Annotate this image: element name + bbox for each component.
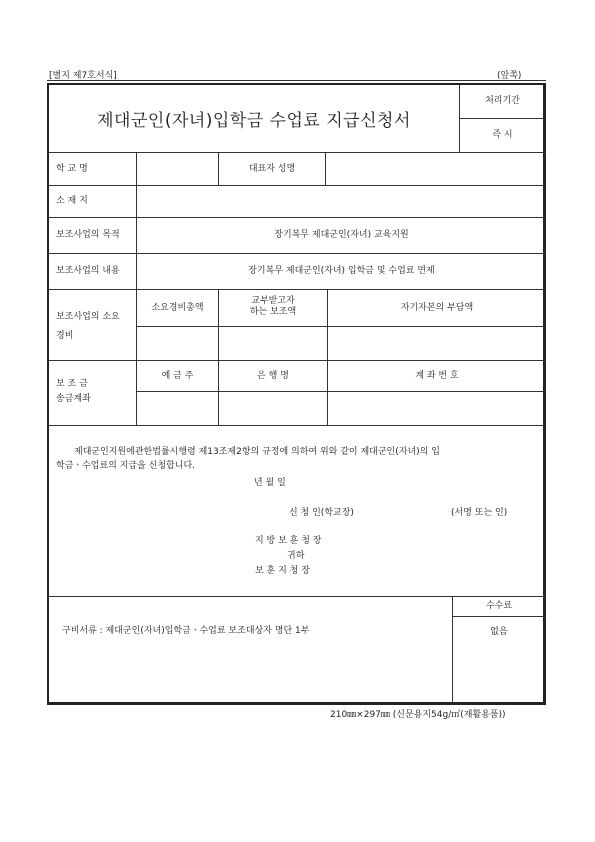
grant-amount-field[interactable] — [219, 327, 327, 360]
applicant-line: 신 청 인(학교장) — [289, 508, 354, 518]
location-label: 소 재 지 — [56, 196, 88, 206]
signature-note: (서명 또는 인) — [451, 508, 508, 518]
school-name-field[interactable] — [138, 153, 216, 185]
content-label: 보조사업의 내용 — [56, 266, 120, 276]
grant-amount-label: 교부받고자 하는 보조액 — [249, 296, 297, 317]
purpose-label: 보조사업의 목적 — [56, 230, 120, 240]
paper-spec: 210㎜×297㎜ (신문용지54g/㎡(재활용품)) — [330, 710, 506, 720]
account-number-label: 계 좌 번 호 — [415, 370, 459, 381]
fee-label: 수수료 — [485, 601, 513, 611]
processing-period-label: 처리기간 — [485, 96, 520, 106]
bank-label: 은 행 명 — [257, 370, 289, 381]
page-side: (앞쪽) — [497, 71, 522, 81]
depositor-label: 예 금 주 — [161, 370, 194, 381]
header-rule — [47, 80, 546, 81]
form-title: 제대군인(자녀)입학금 수업료 지급신청서 — [97, 110, 411, 131]
depositor-field[interactable] — [137, 392, 218, 425]
recipient-branch: 보 훈 지 청 장 — [255, 566, 310, 576]
required-documents: 구비서류 : 제대군인(자녀)입학금ㆍ수업료 보조대상자 명단 1부 — [62, 626, 310, 636]
processing-period-value: 즉 시 — [492, 129, 513, 140]
fee-value: 없음 — [490, 626, 508, 637]
recipient-honorific: 귀하 — [287, 551, 305, 561]
location-field[interactable] — [138, 186, 544, 217]
recipient-regional: 지 방 보 훈 청 장 — [255, 536, 322, 546]
purpose-value: 장기복무 제대군인(자녀) 교육지원 — [274, 230, 409, 240]
cost-label: 보조사업의 소요 경비 — [56, 312, 120, 341]
school-name-label: 학 교 명 — [56, 163, 88, 174]
total-cost-label: 소요경비총액 — [151, 302, 204, 313]
representative-field[interactable] — [327, 153, 544, 185]
remit-account-label: 보 조 금 송금계좌 — [56, 379, 91, 404]
self-burden-field[interactable] — [328, 327, 546, 360]
representative-label: 대표자 성명 — [248, 163, 296, 174]
bank-field[interactable] — [219, 392, 327, 425]
application-date: 년 월 일 — [254, 478, 286, 488]
total-cost-field[interactable] — [137, 327, 218, 360]
self-burden-label: 자기자본의 부담액 — [400, 302, 474, 313]
application-statement: 제대군인지원에관한법률시행령 제13조제2항의 규정에 의하여 위와 같이 제대군인(자녀)의 입 학금ㆍ수업료의 지급을 신청합니다. — [56, 447, 440, 471]
form-number: [별지 제7호서식] — [49, 71, 117, 81]
account-number-field[interactable] — [328, 392, 546, 425]
content-value: 장기복무 제대군인(자녀) 입학금 및 수업료 면제 — [248, 266, 435, 276]
